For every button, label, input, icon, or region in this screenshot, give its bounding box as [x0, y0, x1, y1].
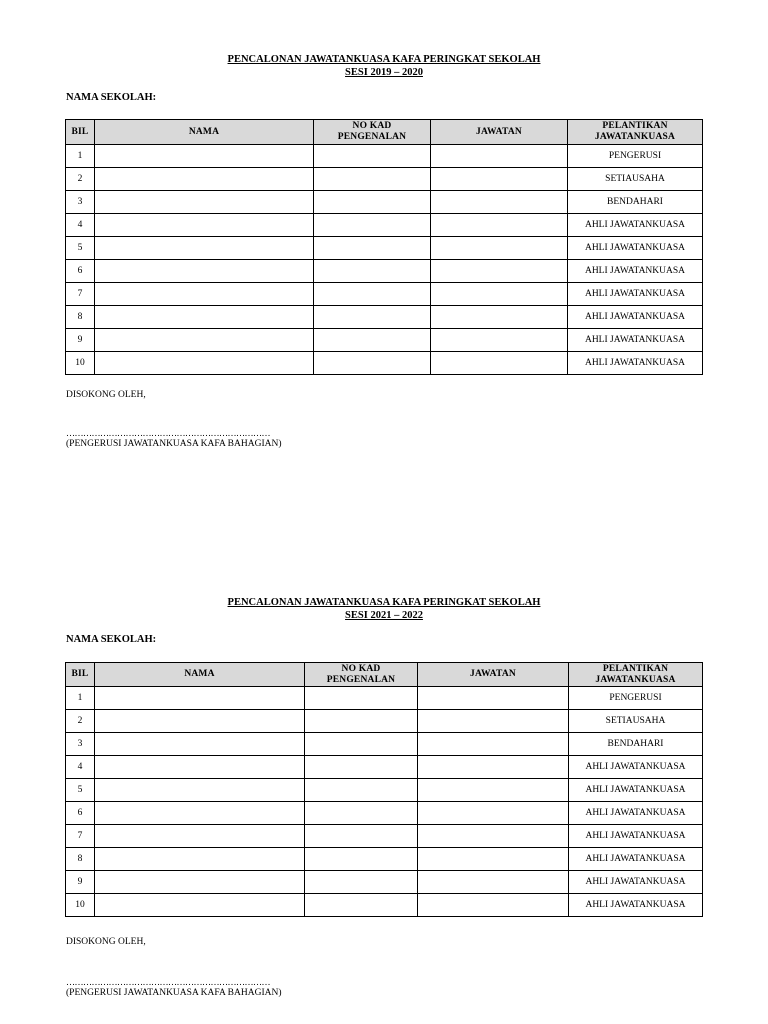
supported-by-label: DISOKONG OLEH,	[66, 390, 146, 400]
table-row	[66, 191, 703, 214]
cell-bil: 10	[66, 352, 95, 375]
cell-pelantikan: SETIAUSAHA	[568, 168, 703, 191]
cell-nama[interactable]	[95, 191, 314, 214]
cell-pelantikan: AHLI JAWATANKUASA	[568, 283, 703, 306]
table-row	[66, 352, 703, 375]
cell-nama[interactable]	[95, 329, 314, 352]
cell-bil: 1	[66, 687, 95, 710]
cell-jawatan[interactable]	[431, 352, 568, 375]
school-name-label: NAMA SEKOLAH:	[66, 92, 157, 103]
nomination-table	[65, 662, 703, 917]
cell-ic-number[interactable]	[305, 848, 418, 871]
table-row	[66, 871, 703, 894]
cell-bil: 8	[66, 306, 95, 329]
cell-ic-number[interactable]	[305, 756, 418, 779]
table-row	[66, 283, 703, 306]
cell-jawatan[interactable]	[418, 871, 569, 894]
col-header-bil: BIL	[66, 663, 95, 687]
cell-ic-number[interactable]	[305, 779, 418, 802]
table-header-row	[66, 120, 703, 145]
cell-ic-number[interactable]	[314, 283, 431, 306]
cell-ic-number[interactable]	[314, 214, 431, 237]
cell-nama[interactable]	[95, 168, 314, 191]
cell-bil: 5	[66, 237, 95, 260]
cell-nama[interactable]	[95, 733, 305, 756]
cell-pelantikan: AHLI JAWATANKUASA	[568, 214, 703, 237]
cell-bil: 1	[66, 145, 95, 168]
cell-ic-number[interactable]	[305, 894, 418, 917]
cell-jawatan[interactable]	[418, 710, 569, 733]
cell-jawatan[interactable]	[431, 306, 568, 329]
cell-nama[interactable]	[95, 756, 305, 779]
table-row	[66, 168, 703, 191]
cell-nama[interactable]	[95, 306, 314, 329]
cell-pelantikan: AHLI JAWATANKUASA	[568, 260, 703, 283]
cell-pelantikan: AHLI JAWATANKUASA	[568, 352, 703, 375]
cell-ic-number[interactable]	[305, 687, 418, 710]
table-row	[66, 779, 703, 802]
cell-nama[interactable]	[95, 779, 305, 802]
supported-by-label: DISOKONG OLEH,	[66, 937, 146, 947]
signatory-title: (PENGERUSI JAWATANKUASA KAFA BAHAGIAN)	[66, 439, 282, 449]
table-row	[66, 214, 703, 237]
school-name-label: NAMA SEKOLAH:	[66, 634, 157, 645]
col-header-jawatan: JAWATAN	[418, 663, 569, 687]
table-row	[66, 710, 703, 733]
cell-ic-number[interactable]	[305, 733, 418, 756]
cell-pelantikan: AHLI JAWATANKUASA	[568, 329, 703, 352]
table-row	[66, 802, 703, 825]
cell-jawatan[interactable]	[418, 756, 569, 779]
cell-nama[interactable]	[95, 825, 305, 848]
table-row	[66, 756, 703, 779]
cell-jawatan[interactable]	[431, 237, 568, 260]
table-body	[66, 145, 703, 375]
table-row	[66, 329, 703, 352]
cell-nama[interactable]	[95, 260, 314, 283]
cell-jawatan[interactable]	[431, 329, 568, 352]
table-row	[66, 733, 703, 756]
cell-pelantikan: BENDAHARI	[569, 733, 703, 756]
cell-bil: 4	[66, 756, 95, 779]
cell-pelantikan: BENDAHARI	[568, 191, 703, 214]
form-title: PENCALONAN JAWATANKUASA KAFA PERINGKAT SEKOLAH	[227, 54, 541, 65]
cell-bil: 2	[66, 710, 95, 733]
cell-jawatan[interactable]	[418, 687, 569, 710]
cell-nama[interactable]	[95, 848, 305, 871]
signatory-title: (PENGERUSI JAWATANKUASA KAFA BAHAGIAN)	[66, 988, 282, 998]
cell-jawatan[interactable]	[418, 733, 569, 756]
col-header-pelantikan: PELANTIKAN JAWATANKUASA	[569, 663, 703, 687]
cell-pelantikan: AHLI JAWATANKUASA	[569, 871, 703, 894]
form-title: PENCALONAN JAWATANKUASA KAFA PERINGKAT SEKOLAH	[227, 597, 541, 608]
cell-ic-number[interactable]	[314, 329, 431, 352]
cell-ic-number[interactable]	[314, 191, 431, 214]
cell-nama[interactable]	[95, 871, 305, 894]
cell-pelantikan: AHLI JAWATANKUASA	[569, 848, 703, 871]
table-row	[66, 237, 703, 260]
cell-ic-number[interactable]	[314, 145, 431, 168]
cell-pelantikan: AHLI JAWATANKUASA	[568, 306, 703, 329]
table-body	[66, 687, 703, 917]
cell-pelantikan: AHLI JAWATANKUASA	[569, 894, 703, 917]
cell-bil: 3	[66, 191, 95, 214]
table-row	[66, 306, 703, 329]
cell-nama[interactable]	[95, 687, 305, 710]
cell-nama[interactable]	[95, 237, 314, 260]
cell-pelantikan: AHLI JAWATANKUASA	[569, 802, 703, 825]
cell-jawatan[interactable]	[418, 779, 569, 802]
cell-jawatan[interactable]	[431, 168, 568, 191]
signature-line: ………………………………………………………………	[66, 977, 270, 987]
cell-ic-number[interactable]	[305, 825, 418, 848]
form-session: SESI 2021 – 2022	[345, 610, 423, 621]
cell-jawatan[interactable]	[431, 283, 568, 306]
cell-pelantikan: SETIAUSAHA	[569, 710, 703, 733]
cell-jawatan[interactable]	[431, 214, 568, 237]
cell-jawatan[interactable]	[431, 191, 568, 214]
cell-bil: 8	[66, 848, 95, 871]
table-row	[66, 145, 703, 168]
cell-pelantikan: AHLI JAWATANKUASA	[569, 825, 703, 848]
cell-pelantikan: PENGERUSI	[568, 145, 703, 168]
cell-ic-number[interactable]	[314, 237, 431, 260]
cell-ic-number[interactable]	[305, 710, 418, 733]
cell-bil: 7	[66, 283, 95, 306]
cell-jawatan[interactable]	[431, 145, 568, 168]
cell-ic-number[interactable]	[314, 260, 431, 283]
cell-bil: 5	[66, 779, 95, 802]
col-header-bil: BIL	[66, 120, 95, 145]
cell-ic-number[interactable]	[305, 871, 418, 894]
cell-nama[interactable]	[95, 710, 305, 733]
signature-line: ………………………………………………………………	[66, 428, 270, 438]
cell-pelantikan: AHLI JAWATANKUASA	[568, 237, 703, 260]
cell-jawatan[interactable]	[431, 260, 568, 283]
cell-ic-number[interactable]	[314, 306, 431, 329]
cell-bil: 4	[66, 214, 95, 237]
cell-bil: 10	[66, 894, 95, 917]
cell-nama[interactable]	[95, 894, 305, 917]
cell-nama[interactable]	[95, 145, 314, 168]
cell-bil: 9	[66, 871, 95, 894]
table-row	[66, 687, 703, 710]
col-header-ic: NO KAD PENGENALAN	[305, 663, 418, 687]
cell-bil: 6	[66, 260, 95, 283]
cell-bil: 9	[66, 329, 95, 352]
cell-bil: 3	[66, 733, 95, 756]
cell-pelantikan: AHLI JAWATANKUASA	[569, 756, 703, 779]
cell-ic-number[interactable]	[305, 802, 418, 825]
cell-jawatan[interactable]	[418, 802, 569, 825]
form-session: SESI 2019 – 2020	[345, 67, 423, 78]
cell-ic-number[interactable]	[314, 352, 431, 375]
cell-bil: 6	[66, 802, 95, 825]
nomination-table	[65, 119, 703, 375]
col-header-nama: NAMA	[95, 663, 305, 687]
table-row	[66, 825, 703, 848]
cell-nama[interactable]	[95, 214, 314, 237]
col-header-nama: NAMA	[95, 120, 314, 145]
cell-jawatan[interactable]	[418, 848, 569, 871]
cell-ic-number[interactable]	[314, 168, 431, 191]
table-row	[66, 848, 703, 871]
cell-jawatan[interactable]	[418, 894, 569, 917]
table-row	[66, 894, 703, 917]
table-header-row	[66, 663, 703, 687]
cell-pelantikan: AHLI JAWATANKUASA	[569, 779, 703, 802]
cell-jawatan[interactable]	[418, 825, 569, 848]
table-row	[66, 260, 703, 283]
cell-bil: 7	[66, 825, 95, 848]
col-header-pelantikan: PELANTIKAN JAWATANKUASA	[568, 120, 703, 145]
col-header-ic: NO KAD PENGENALAN	[314, 120, 431, 145]
cell-pelantikan: PENGERUSI	[569, 687, 703, 710]
cell-nama[interactable]	[95, 283, 314, 306]
cell-bil: 2	[66, 168, 95, 191]
cell-nama[interactable]	[95, 352, 314, 375]
col-header-jawatan: JAWATAN	[431, 120, 568, 145]
cell-nama[interactable]	[95, 802, 305, 825]
